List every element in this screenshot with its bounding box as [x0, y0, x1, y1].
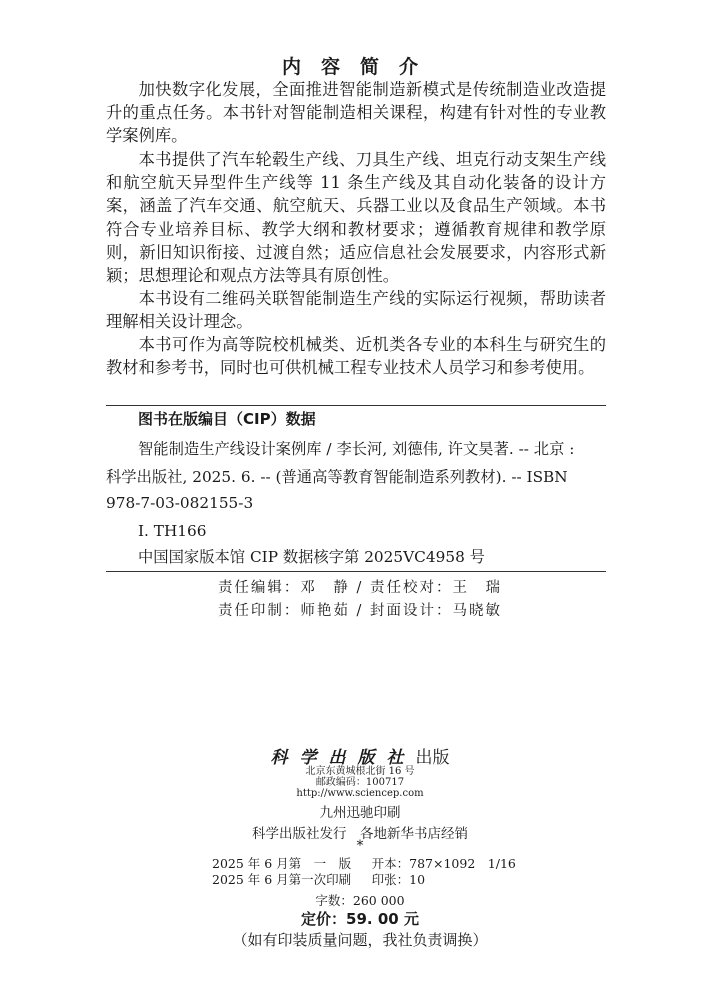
printer-name: 九州迅驰印刷 [319, 805, 401, 821]
publisher-brand-suffix: 出版 [415, 748, 450, 768]
cip-heading: 图书在版编目（CIP）数据 [138, 410, 316, 428]
intro-paragraph-2: 本书提供了汽车轮毂生产线、刀具生产线、坦克行动支架生产线和航空航天异型件生产线等 11 条生产线及其自动化装备的设计方案，涵盖了汽车交通、航空航天、兵器工业以及食品生产领域。本书符合专业培养目标、教学大纲和教材要求；遵循教育规律和教学原则，新旧知识衔接、过渡自然；适应信息社会发展要求，内容形式新颖；思想理论和观点方法等具有原创性。 [106, 150, 606, 286]
credits-line-2: 责任印制：师艳茹 / 封面设计：马晓敏 [217, 603, 503, 619]
cip-verification: 中国国家版本馆 CIP 数据核字第 2025VC4958 号 [138, 548, 485, 566]
distribution-info: 科学出版社发行 各地新华书店经销 [252, 826, 468, 842]
page-title: 内容简介 [281, 56, 438, 78]
credits-line-1: 责任编辑：邓 静 / 责任校对：王 瑞 [217, 580, 503, 596]
cip-bottom-rule [106, 571, 606, 572]
intro-paragraph-1: 加快数字化发展，全面推进智能制造新模式是传统制造业改造提升的重点任务。本书针对智能制造相关课程，构建有针对性的专业教学案例库。 [106, 80, 606, 146]
publisher-postcode: 邮政编码：100717 [315, 777, 405, 788]
cip-entry-line-2: 科学出版社, 2025. 6. -- (普通高等教育智能制造系列教材). -- ISBN [106, 468, 568, 486]
price: 定价：59. 00 元 [301, 910, 419, 928]
cip-top-rule [106, 405, 606, 406]
publisher-website: http://www.sciencep.com [296, 788, 424, 799]
publisher-brand [0, 743, 720, 768]
cip-classification: Ⅰ. TH166 [138, 522, 207, 540]
intro-paragraph-3: 本书设有二维码关联智能制造生产线的实际运行视频，帮助读者理解相关设计理念。 [106, 289, 606, 332]
printing-info: 2025 年 6 月第一次印刷 印张：10 [212, 872, 426, 887]
quality-notice: （如有印装质量问题，我社负责调换） [232, 931, 488, 949]
word-count: 字数：260 000 [315, 893, 405, 908]
edition-info: 2025 年 6 月第 一 版 开本：787×1092 1/16 [212, 856, 516, 871]
cip-entry-line-1: 智能制造生产线设计案例库 / 李长河, 刘德伟, 许文昊著. -- 北京 : [138, 440, 575, 458]
intro-paragraph-4: 本书可作为高等院校机械类、近机类各专业的本科生与研究生的教材和参考书，同时也可供机械工程专业技术人员学习和参考使用。 [106, 335, 606, 378]
separator-asterisk: * [356, 838, 364, 854]
publisher-logo-text: 科学出版社 [270, 748, 416, 768]
cip-isbn: 978-7-03-082155-3 [106, 494, 254, 512]
publisher-address: 北京东黄城根北街 16 号 [305, 766, 415, 777]
